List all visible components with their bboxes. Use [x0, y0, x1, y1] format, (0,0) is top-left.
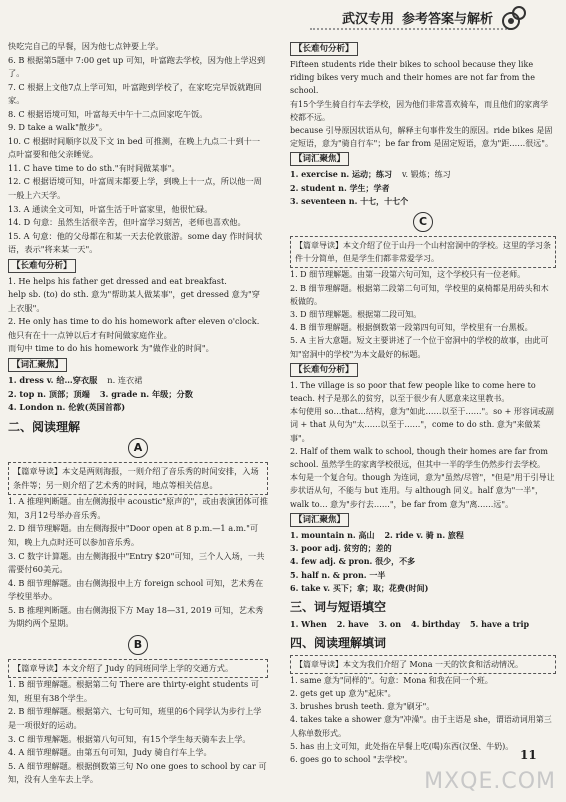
answer-line: 2. He only has time to do his homework after eleven o'clock. — [8, 316, 260, 327]
vocab-item: v. 锻炼；练习 — [401, 170, 451, 180]
vocab-item: 1. exercise n. 运动；练习 — [290, 169, 392, 180]
vocab-item: 5. half n. & pron. 一半 — [290, 569, 386, 580]
section-2-title: 二、阅读理解 — [8, 419, 81, 434]
page-header — [0, 0, 566, 44]
right-long-title: 【长难句分析】 — [290, 42, 358, 56]
vocab-item: 3. seventeen n. 十七，十七个 — [290, 195, 409, 206]
vocab-item: 3. poor adj. 贫穷的；差的 — [290, 543, 392, 554]
right-long2-sentences — [290, 379, 556, 511]
fill-answer: 2. have — [336, 619, 369, 630]
vocab-item: 4. few adj. & pron. 很少，不多 — [290, 556, 416, 567]
answer-line: 6. B 根据第5题中 7:00 get up 可知，叶富跑去学校，因为他上学迟到了。 — [8, 54, 266, 79]
answer-line: because 引导原因状语从句，解释主句事件发生的原因。ride bikes 是固定短语，意为"骑自行车"；be far from 是固定短语，意为"距……很远"。 — [290, 126, 553, 149]
vocab-item: 1. mountain n. 高山 — [290, 529, 375, 540]
right-long2-title: 【长难句分析】 — [290, 363, 358, 377]
right-column — [290, 40, 556, 766]
answer-line: 4. takes take a shower 意为"冲澡"。由于主语是 she，谓语动词用第三人称单数形式。 — [290, 715, 552, 738]
right-vocab-row3 — [290, 195, 556, 208]
header-title: 参考答案与解析 — [402, 12, 494, 27]
guide-c: 【篇章导读】本文介绍了位于山丹一个山村窑洞中的学校。这里的学习条件十分简单，但是学生们都非常爱学习。 — [290, 236, 556, 268]
answer-line: 快吃完自己的早餐，因为他七点钟要上学。 — [8, 41, 164, 51]
right-vocab2-title: 【词汇聚焦】 — [290, 513, 349, 527]
answer-line: 3. brushes brush teeth. 意为"刷牙"。 — [290, 702, 435, 712]
answer-line: 6. goes go to school "去学校"。 — [290, 754, 413, 764]
left-top-answers — [8, 40, 268, 257]
answer-line: 4. B 细节理解题。根据倒数第一段第四句可知，学校里有一台黑板。 — [290, 323, 533, 333]
answer-line: 2. B 细节理解题。根据第六、七句可知，班里的6个同学认为步行上学是一项很好的运动。 — [8, 706, 262, 730]
vocab-item: 6. take v. 买下；拿；取；花费(时间) — [290, 582, 429, 593]
guide-a: 【篇章导读】本文是两则海报，一则介绍了音乐秀的时间安排，入场条件等；另一则介绍了艺术秀的时间，地点等相关信息。 — [8, 462, 268, 495]
answer-line: 14. D 句意：虽然生活很辛苦，但叶富学习刻苦，老师也喜欢他。 — [8, 217, 246, 228]
answer-line: 1. He helps his father get dressed and eat breakfast. — [8, 275, 227, 286]
answer-line: 10. C 根据时间顺序以及下文 in bed 可推测，在晚上九点二十到十一点叶富要和他父亲睡觉。 — [8, 135, 261, 160]
guide-d: 【篇章导读】本文为我们介绍了 Mona 一天的饮食和活动情况。 — [290, 655, 556, 674]
answer-line: 1. The village is so poor that few people like to come here to teach. 村子是那么的贫穷，以至于很少有人愿意来这里教书。 — [290, 380, 536, 404]
right-vocab2-row2 — [290, 542, 556, 555]
fill-answer: 3. on — [378, 619, 402, 630]
fill-answer: 5. have a trip — [469, 619, 530, 630]
passage-a-marker: A — [8, 438, 268, 458]
vocab-item: 4. London n. 伦敦(英国首都) — [8, 402, 126, 413]
answer-line: 5. has 由上文可知，此处指在早餐上吃(喝)东西(汉堡、牛奶)。 — [290, 741, 514, 751]
right-vocab2-row3 — [290, 555, 556, 568]
series-label: 武汉专用 — [342, 12, 395, 27]
answer-line: 他只有在十一点钟以后才有时间做家庭作业。 — [8, 329, 172, 340]
answer-line: 1. B 细节理解题。根据第二句 There are thirty-eight students 可知，班里有38个学生。 — [8, 679, 259, 703]
left-column — [8, 40, 268, 787]
left-long-title: 【长难句分析】 — [8, 259, 76, 273]
section-3-title: 三、词与短语填空 — [290, 599, 387, 614]
right-vocab2-row4 — [290, 569, 556, 582]
passage-b-marker: B — [8, 635, 268, 655]
fill-answer: 4. birthday — [411, 619, 460, 630]
answer-line: 4. B 细节理解题。由右侧海报中上方 foreign school 可知，艺术秀在学校里举办。 — [8, 577, 264, 602]
answer-line: Fifteen students ride their bikes to school because they like riding bikes very much and their homes are not far from the school. — [290, 60, 535, 96]
answer-line: 3. D 细节理解题。根据第二段可知。 — [290, 310, 422, 320]
answer-line: 2. Half of them walk to school, though their homes are far from school. 虽然学生的家离学校很远，但其中一半的学生仍然步行去学校。 — [290, 446, 548, 470]
passage-a-answers — [8, 495, 268, 630]
answer-line: 而句中 time to do his homework 为"做作业的时间"。 — [8, 343, 214, 354]
passage-b-answers — [8, 678, 268, 786]
left-vocab-row1 — [8, 374, 268, 388]
answer-line: 3. C 数字计算题。由左侧海报中"Entry $20"可知，三个人入场，一共需要付60美元。 — [8, 550, 265, 575]
left-vocab-title: 【词汇聚焦】 — [8, 358, 67, 372]
fill-answer: 1. When — [290, 619, 327, 630]
answer-line: 1. same 意为"同样的"。句意：Mona 和我在同一个班。 — [290, 675, 493, 685]
left-vocab-row3 — [8, 401, 268, 415]
vocab-item: 1. dress v. 给…穿衣服 — [8, 375, 98, 386]
passage-d-answers — [290, 674, 556, 766]
answer-line: 5. A 细节理解题。根据倒数第三句 No one goes to school by car 可知，没有人坐车去上学。 — [8, 760, 267, 785]
left-vocab-row2 — [8, 388, 268, 402]
right-vocab2-row1 — [290, 529, 556, 542]
answer-line: 本句是一个复合句。though 为连词，意为"虽然/尽管"，"但是"用于引导让步状语从句，不能与 but 连用。与 although 同义。half 意为"一半"，walk to… 意为"步行去……"，be far from 意为"离……远"。 — [290, 473, 555, 509]
passage-c-marker: C — [290, 212, 556, 232]
right-vocab-row2 — [290, 182, 556, 195]
vocab-item: 2. ride v. 骑 n. 旅程 — [384, 529, 464, 540]
answer-line: 1. D 细节理解题。由第一段第六句可知，这个学校只有一位老师。 — [290, 270, 526, 280]
header-rule — [310, 28, 510, 30]
answer-line: 8. C 根据语境可知，叶富每天中午十二点回家吃午饭。 — [8, 108, 208, 119]
answer-line: 9. D take a walk"散步"。 — [8, 122, 108, 133]
answer-line: help sb. (to) do sth. 意为"帮助某人做某事"，get dressed 意为"穿上衣服"。 — [8, 289, 260, 313]
answer-line: 12. C 根据语境可知，叶富周末都要上学，到晚上十一点，所以他一周一般上六天学。 — [8, 176, 262, 201]
left-long-sentences — [8, 275, 268, 356]
answer-line: 2. B 细节理解题。根据第二段第二句可知，学校里的桌椅都是用砖头和木板做的。 — [290, 283, 549, 306]
answer-line: 有15个学生骑自行车去学校，因为他们非常喜欢骑车，而且他们的家离学校都不远。 — [290, 99, 549, 122]
right-vocab2-row5 — [290, 582, 556, 595]
answer-line: 本句使用 so…that…结构，意为"如此……以至于……"。so + 形容词或副词 + that 从句为"太……以至于……"，come to do sth. 意为"来做某事"。 — [290, 407, 554, 443]
right-vocab-row1 — [290, 168, 556, 181]
logo-icon — [500, 4, 528, 32]
answer-line: 4. A 细节理解题。由第五句可知，Judy 骑自行车上学。 — [8, 747, 212, 758]
answer-line: 11. C have time to do sth."有时间做某事"。 — [8, 162, 180, 173]
answer-line: 7. C 根据上文他7点上学可知，叶富跑到学校了，在家吃完早饭就跑回家。 — [8, 81, 262, 106]
passage-c-answers — [290, 268, 556, 360]
vocab-item: 2. top n. 顶部；顶端 — [8, 388, 90, 399]
vocab-item: 3. grade n. 年级；分数 — [99, 388, 193, 399]
answer-line: 5. A 主旨大意题。短文主要讲述了一个位于窑洞中的学校的故事，由此可知"窑洞中的学校"为本文最好的标题。 — [290, 336, 549, 359]
page-number: 11 — [520, 748, 537, 762]
answer-line: 2. D 细节理解题。由左侧海报中"Door open at 8 p.m.—1 a.m."可知，晚上九点时还可以参加音乐秀。 — [8, 523, 259, 547]
guide-b: 【篇章导读】本文介绍了 Judy 的同班同学上学的交通方式。 — [8, 659, 268, 679]
answer-line: 5. B 推理判断题。由右侧海报下方 May 18—31, 2019 可知，艺术秀为期约两个星期。 — [8, 604, 264, 629]
vocab-item: n. 连衣裙 — [107, 375, 143, 386]
vocab-item: 2. student n. 学生；学者 — [290, 182, 390, 193]
answer-line: 13. A 通读全文可知，叶富生活于叶富家里，他很忙碌。 — [8, 203, 213, 214]
answer-line: 2. gets get up 意为"起床"。 — [290, 688, 396, 698]
answer-line: 15. A 句意：他的父母都在和某一天去伦敦旅游。some day 作时间状语，表示"将来某一天"。 — [8, 230, 263, 255]
section-4-title: 四、阅读理解填词 — [290, 636, 387, 651]
answer-line: 3. C 细节理解题。根据第八句可知，有15个学生每天骑车去上学。 — [8, 733, 251, 744]
right-vocab-title: 【词汇聚焦】 — [290, 152, 349, 166]
section-3-answers — [290, 618, 556, 631]
right-long-sentences — [290, 58, 556, 150]
watermark: MXQE.COM — [424, 769, 556, 794]
answer-line: 1. A 推理判断题。由左侧海报中 acoustic"原声的"，或由表演团体可推知，3月12号举办音乐秀。 — [8, 496, 268, 520]
